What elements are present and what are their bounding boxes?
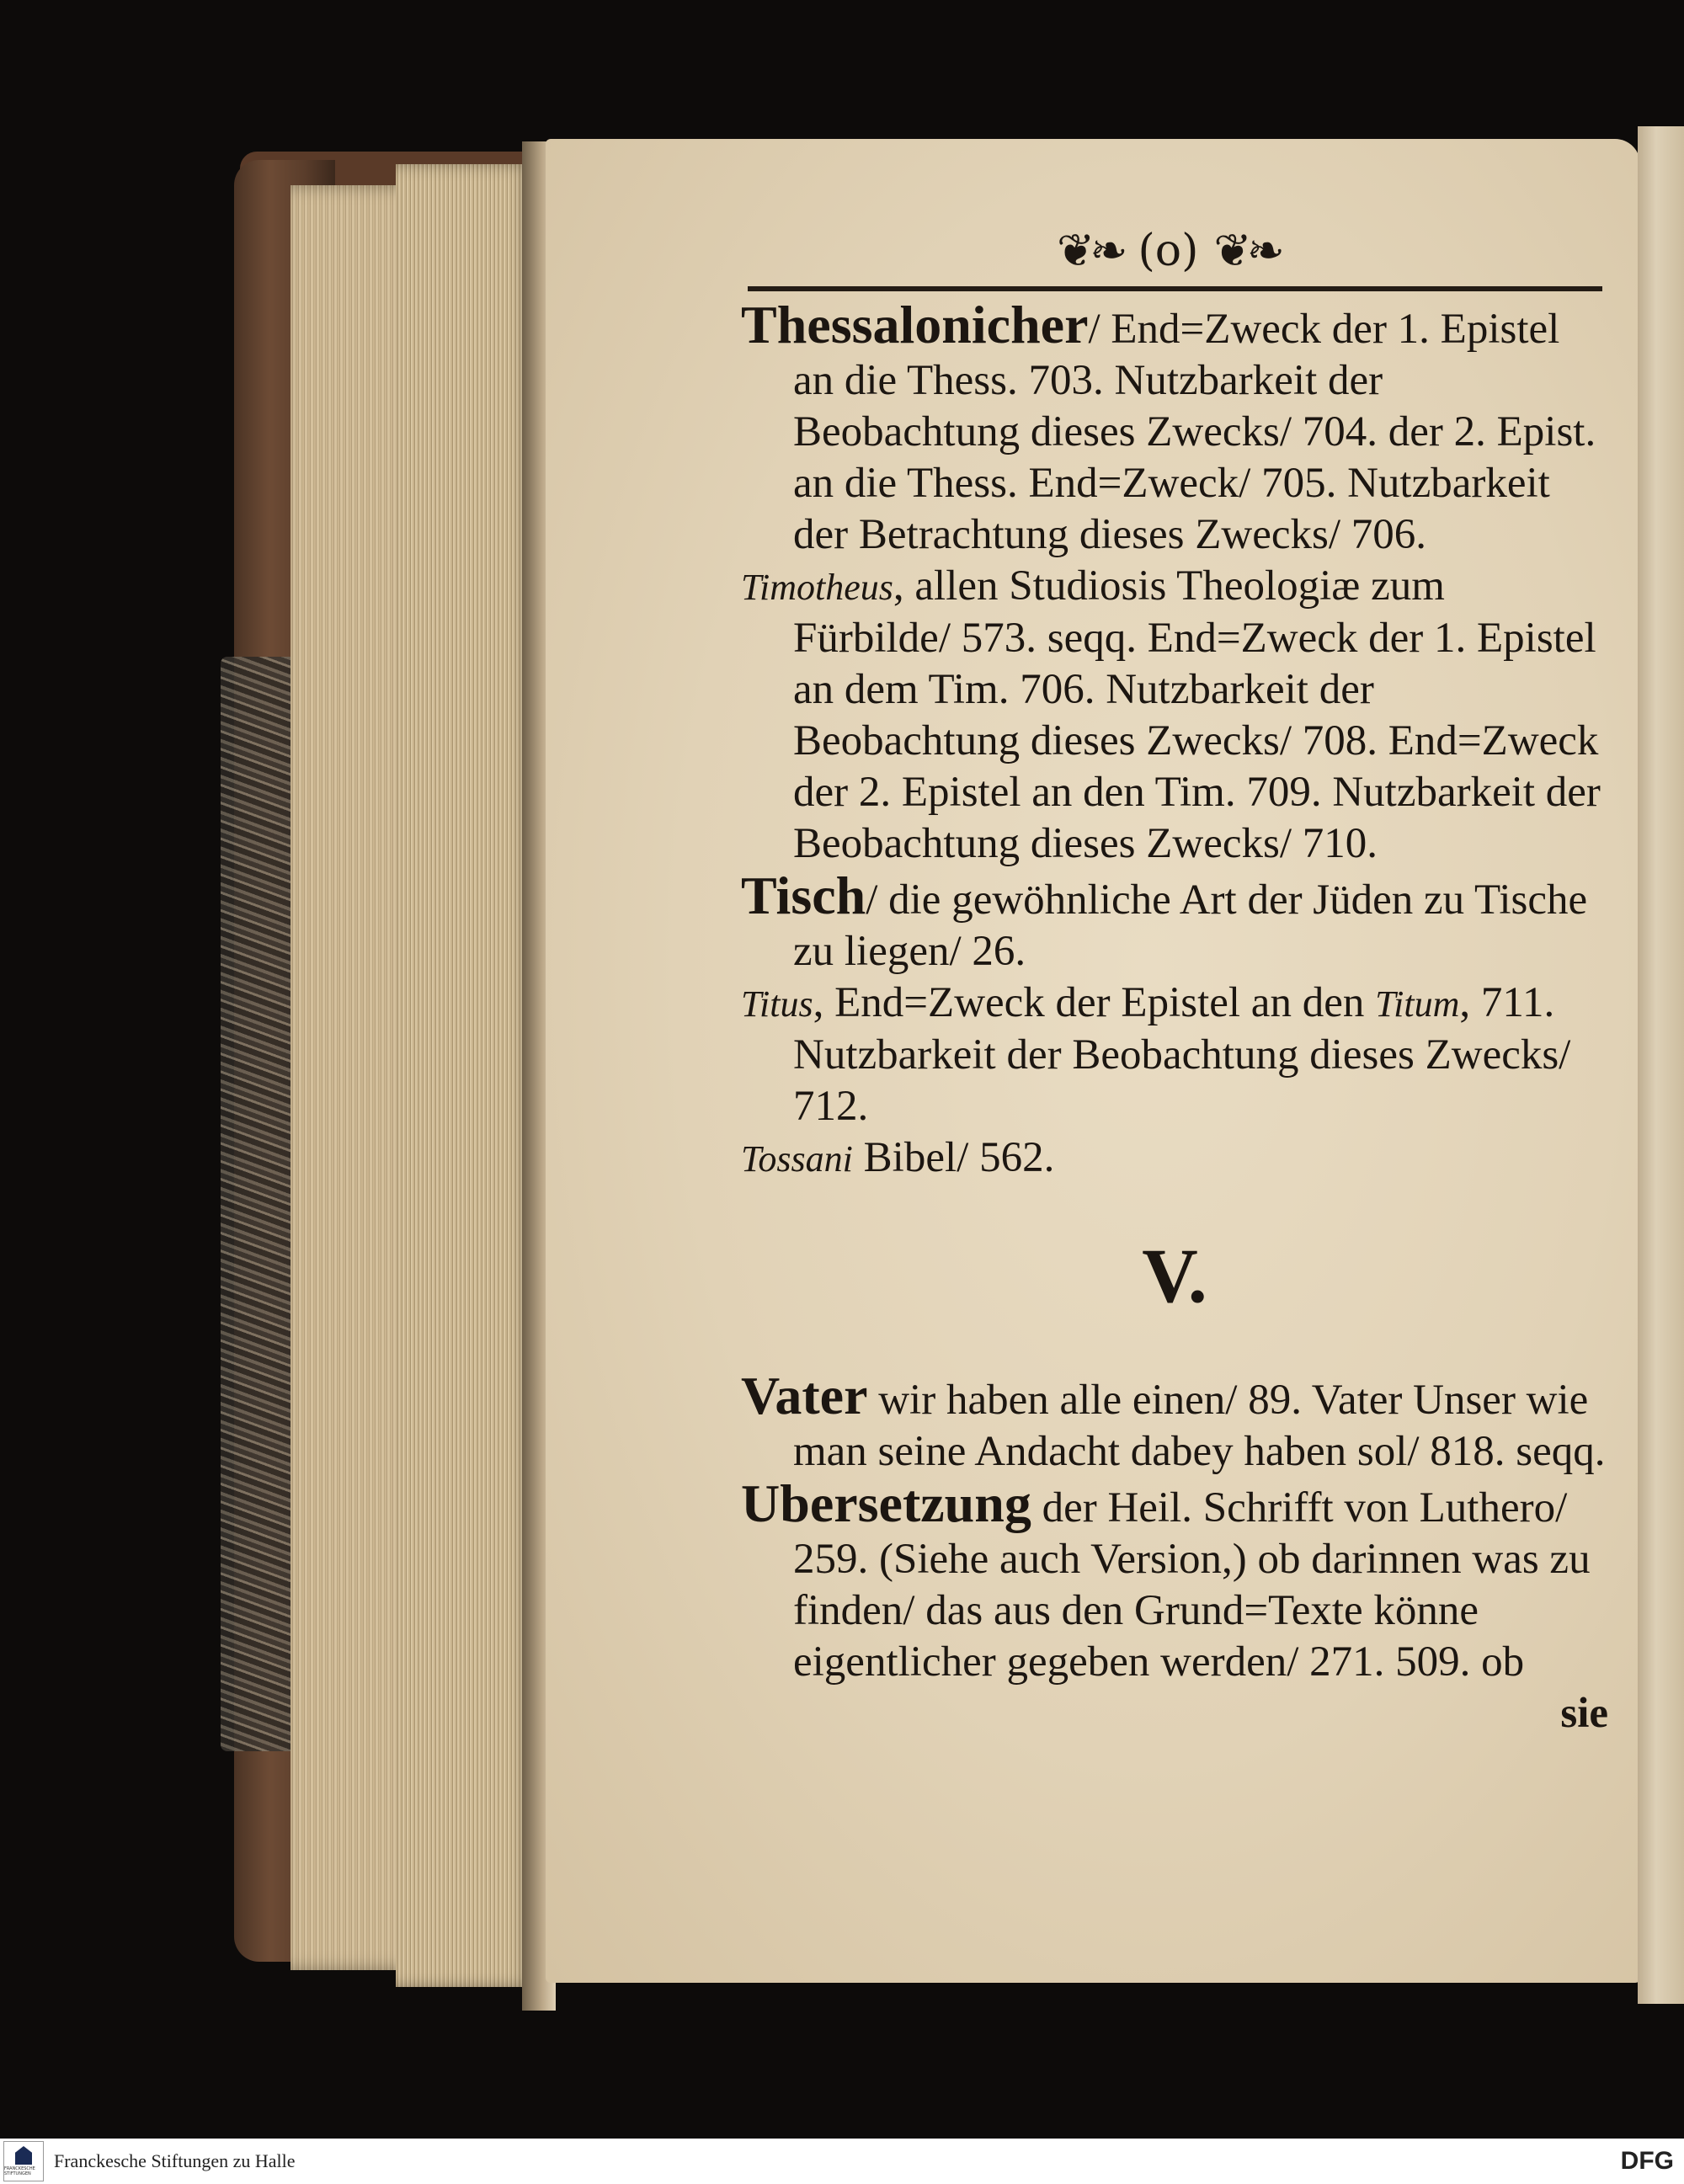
entry-head: Thessalonicher <box>741 295 1089 354</box>
index-entry <box>741 1132 1608 1185</box>
entry-text: / End=Zweck der 1. Epistel an die Thess. 703. Nutzbarkeit der Beobachtung dieses Zwecks/ 704. der 2. Epist. an die Thess. End=Zweck/ 705. Nutzbarkeit der Betrachtung dieses Zwecks/ 706. <box>793 306 1596 558</box>
section-letter: V. <box>1142 1233 1207 1318</box>
dfg-logo[interactable]: DFG <box>1620 2147 1674 2175</box>
index-entry <box>741 977 1608 1132</box>
institution-link[interactable]: Franckesche Stiftungen zu Halle <box>54 2150 296 2171</box>
entry-text: / die gewöhnliche Art der Jüden zu Tische zu liegen/ 26. <box>793 876 1588 975</box>
entry-head: Ubersetzung <box>741 1473 1031 1533</box>
logo-text: FRANCKESCHE STIFTUNGEN <box>4 2166 35 2176</box>
index-entry <box>741 1366 1608 1478</box>
entry-text: , 711. Nutzbarkeit der Beobachtung dieses Zwecks/ 712. <box>793 979 1571 1130</box>
entry-head: Tossani <box>741 1138 853 1180</box>
ornament-left-icon: ❦❧ <box>1057 224 1123 277</box>
entry-italic: Titum <box>1375 983 1460 1025</box>
entry-head: Titus <box>741 983 813 1025</box>
page-header <box>1057 217 1280 285</box>
catchword: sie <box>1560 1690 1608 1737</box>
index-text <box>741 295 1608 1739</box>
entry-text: Bibel/ 562. <box>852 1134 1055 1181</box>
facing-page-edge <box>1638 126 1684 2004</box>
entry-head: Timotheus <box>741 567 893 608</box>
entry-head: Vater <box>741 1366 868 1425</box>
index-entry <box>741 561 1608 870</box>
index-entry <box>741 1473 1608 1688</box>
entry-text: , End=Zweck der Epistel an den <box>813 979 1376 1026</box>
index-entry <box>741 866 1608 977</box>
footer-bar <box>0 2139 1684 2184</box>
page-number: (o) <box>1138 226 1199 276</box>
entry-text: der Heil. Schrifft von Luthero/ 259. (Siehe auch Version,) ob darinnen was zu finden/ das aus den Grund=Texte könne eigentlicher gegeben werden/ 271. 509. ob <box>793 1484 1591 1686</box>
entry-head: Tisch <box>741 866 866 925</box>
building-icon <box>15 2146 32 2165</box>
ornament-right-icon: ❦❧ <box>1213 224 1280 277</box>
header-rule <box>748 286 1602 291</box>
marbled-cover <box>221 657 296 1751</box>
page-edges-inner <box>396 164 535 1987</box>
entry-text: , allen Studiosis Theologiæ zum Fürbilde/ 573. seqq. End=Zweck der 1. Epistel an dem Tim. 706. Nutzbarkeit der Beobachtung dieses Zwecks/ 708. End=Zweck der 2. Epistel an den Tim. 709. Nutzbarkeit der Beobachtung dieses Zwecks/ 710. <box>793 562 1601 867</box>
index-entry <box>741 295 1608 561</box>
institution-logo[interactable] <box>3 2141 44 2181</box>
entry-text: wir haben alle einen/ 89. Vater Unser wie man seine Andacht dabey haben sol/ 818. seqq. <box>793 1377 1606 1475</box>
